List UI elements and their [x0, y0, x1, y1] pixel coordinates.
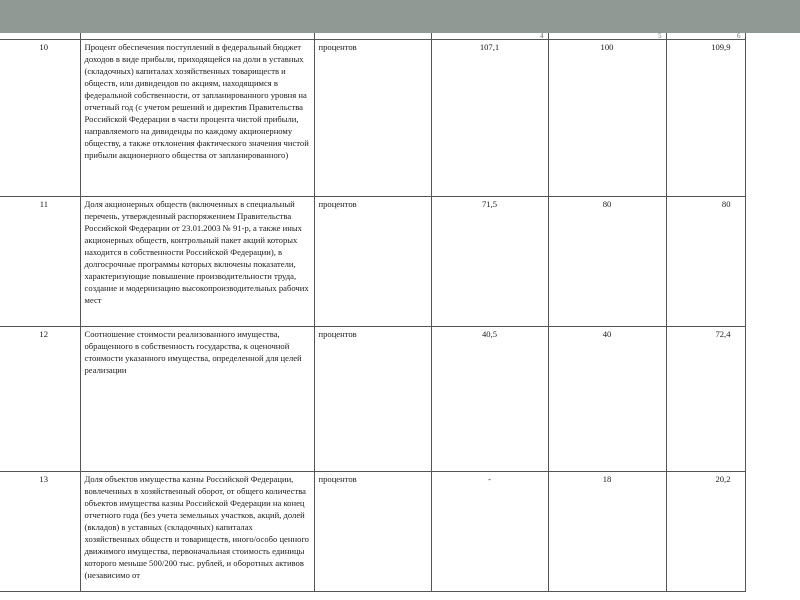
- row-description: Доля акционерных обществ (включенных в специальный перечень, утвержденный распоряжением Правительства Российской Федерации от 23.01.2003 № 91-р, а также иных акционерных обществ, контрольный пакет акций которых находится в собственности Российской Федерации), в долгосрочные программы которых включены показатели, характеризующие повышение производительности труда, создание и модернизацию высокопроизводительных рабочих мест: [80, 197, 314, 327]
- row-value-6: 109,9: [666, 40, 745, 197]
- table-row: [0, 40, 745, 197]
- row-value-4: 107,1: [431, 40, 548, 197]
- row-value-6: 72,4: [666, 327, 745, 472]
- row-number: 12: [0, 327, 80, 472]
- row-number: 11: [0, 197, 80, 327]
- row-value-5: 80: [548, 197, 666, 327]
- row-value-6: 80: [666, 197, 745, 327]
- header-cell-4: 4: [431, 33, 548, 40]
- row-description: Соотношение стоимости реализованного имущества, обращенного в собственность государства, к оценочной стоимости указанного имущества, определенной для целей реализации: [80, 327, 314, 472]
- row-number: 10: [0, 40, 80, 197]
- row-value-5: 100: [548, 40, 666, 197]
- row-value-4: -: [431, 472, 548, 592]
- row-description: Доля объектов имущества казны Российской Федерации, вовлеченных в хозяйственный оборот, от общего количества объектов имущества казны Российской Федерации на конец отчетного года (без учета земельных участков, акций, долей (вкладов) в уставных (складочных) капиталах хозяйственных обществ и товариществ, иного/особо ценного движимого имущества, первоначальная стоимость единицы которого меньше 500/200 тыс. рублей, и оборотных активов (независимо от: [80, 472, 314, 592]
- row-unit: процентов: [314, 472, 431, 592]
- row-value-4: 71,5: [431, 197, 548, 327]
- row-description: Процент обеспечения поступлений в федеральный бюджет доходов в виде прибыли, приходящейся на доли в уставных (складочных) капиталах хозяйственных товариществ и обществ, или дивидендов по акциям, находящимся в федеральной собственности, от запланированного уровня на отчетный год (с учетом решений и директив Правительства Российской Федерации в части процента чистой прибыли, направляемого на дивиденды по каждому акционерному обществу, а также отклонения фактического значения чистой прибыли акционерного общества от запланированного): [80, 40, 314, 197]
- header-cell-6: 6: [666, 33, 745, 40]
- header-cell-5: 5: [548, 33, 666, 40]
- table-row: [0, 472, 745, 592]
- row-value-6: 20,2: [666, 472, 745, 592]
- row-value-4: 40,5: [431, 327, 548, 472]
- row-unit: процентов: [314, 327, 431, 472]
- top-banner: [0, 0, 800, 33]
- row-value-5: 40: [548, 327, 666, 472]
- table-row: [0, 327, 745, 472]
- row-unit: процентов: [314, 40, 431, 197]
- table-row: [0, 197, 745, 327]
- indicator-table: [0, 33, 746, 592]
- row-number: 13: [0, 472, 80, 592]
- row-unit: процентов: [314, 197, 431, 327]
- row-value-5: 18: [548, 472, 666, 592]
